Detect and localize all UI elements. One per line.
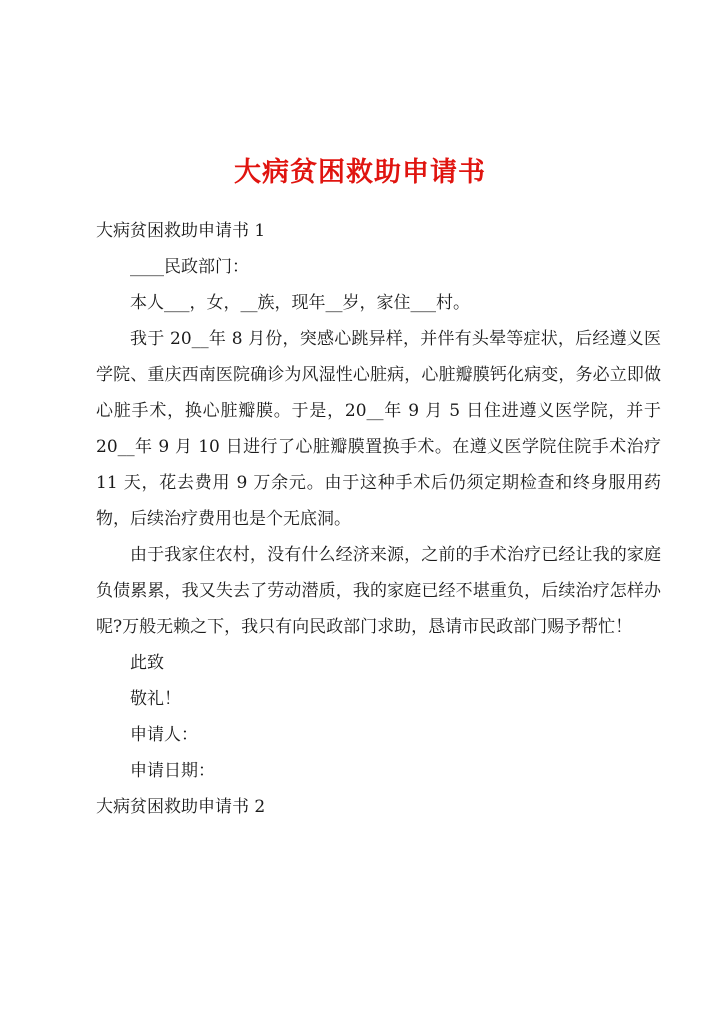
paragraph-illness: 我于 20__年 8 月份，突感心跳异样，并伴有头晕等症状，后经遵义医学院、重庆西南医院确诊为风湿性心脏病，心脏瓣膜钙化病变，务必立即做心脏手术，换心脏瓣膜。于是，20__年 9 月 5 日住进遵义医学院，并于 20__年 9 月 10 日进行了心脏瓣膜置换手术。在遵义医学院住院手术治疗 11 天，花去费用 9 万余元。由于这种手术后仍须定期检查和终身服用药物，后续治疗费用也是个无底洞。 bbox=[96, 329, 661, 529]
document-body bbox=[96, 213, 661, 825]
section-heading-1: 大病贫困救助申请书 1 bbox=[96, 221, 266, 241]
applicant-label: 申请人： bbox=[130, 725, 198, 745]
paragraph-intro: 本人___，女，__族，现年__岁，家住___村。 bbox=[130, 293, 470, 313]
closing-jingli: 敬礼！ bbox=[130, 689, 181, 709]
date-label: 申请日期： bbox=[130, 761, 215, 781]
section-heading-2: 大病贫困救助申请书 2 bbox=[96, 797, 266, 817]
paragraph-request: 由于我家住农村，没有什么经济来源，之前的手术治疗已经让我的家庭负债累累，我又失去了劳动潜质，我的家庭已经不堪重负，后续治疗怎样办呢?万般无赖之下，我只有向民政部门求助，恳请市民政部门赐予帮忙！ bbox=[96, 545, 661, 637]
salutation: ____民政部门： bbox=[130, 257, 249, 277]
document-title: 大病贫困救助申请书 bbox=[234, 157, 486, 188]
closing-cizhi: 此致 bbox=[130, 653, 164, 673]
